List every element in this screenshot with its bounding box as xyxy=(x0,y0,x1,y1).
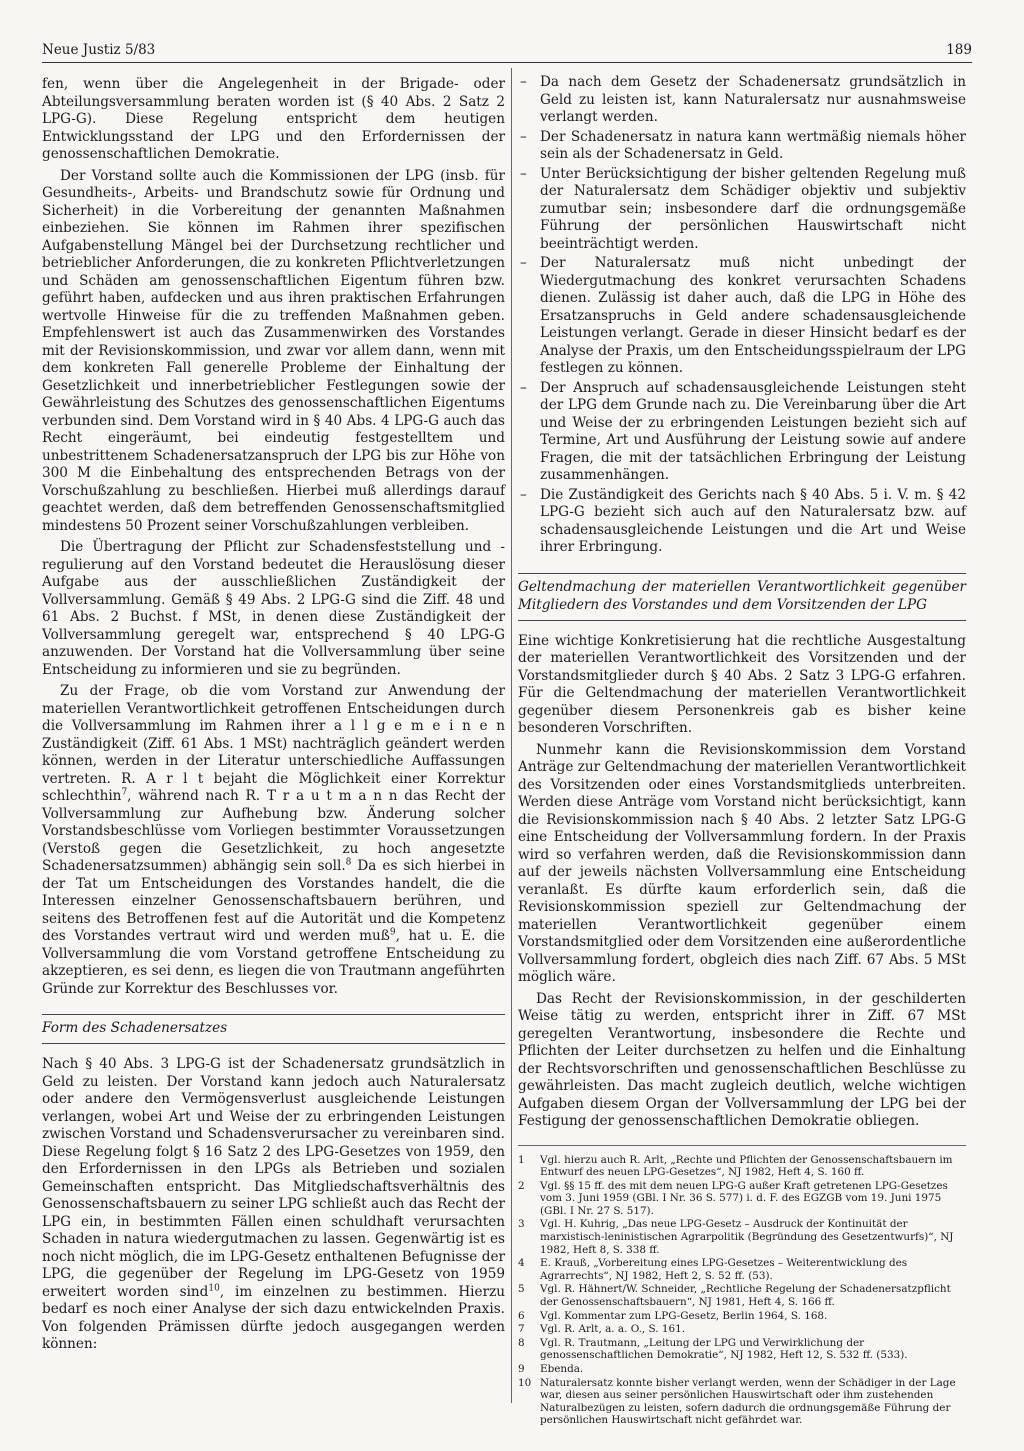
text: Nach § 40 Abs. 3 LPG-G ist der Schadenersatz grundsätzlich in Geld zu leisten. Der Vorstand kann jedoch auch Naturalersatz oder andere den Vermögensverlust ausgleichende Leistungen verlangen, wobei Art und Weise der zu erbringenden Leistungen zwischen Vorstand und Schadensverursacher zu vereinbaren sind. Diese Regelung folgt § 16 Satz 2 des LPG-Gesetzes von 1959, den den Erfordernissen in den LPGs als Betrieben und sozialen Gemeinschaften entspricht. Das Mitgliedschaftsverhältnis des Genossenschaftsbauern zu seiner LPG schließt auch das Recht der LPG ein, in bestimmten Fällen einen schuldhaft verursachten Schaden in natura wiedergutmachen zu lassen. Gegenwärtig ist es noch nicht möglich, die im LPG-Gesetz enthaltenen Befugnisse der LPG, die gegenüber der Regelung im LPG-Gesetz von 1959 erweitert worden sind xyxy=(42,1056,505,1300)
list-item: – Der Naturalersatz muß nicht unbedingt der Wiedergutmachung des konkret verursachten Schadens dienen. Zulässig ist daher auch, daß die LPG in Höhe des Ersatzanspruchs in Geld andere schadensausgleichende Leistungen verlangt. Gerade in dieser Hinsicht bedarf es der Analyse der Praxis, um den Entscheidungsspielraum der LPG festlegen zu können. xyxy=(518,255,966,378)
text: Zu der Frage, ob die vom Vorstand zur Anwendung der materiellen Verantwortlichkeit getroffenen Entscheidungen durch die Vollversammlung im Rahmen ihrer a l l g e m e i n e n Zuständigkeit (Ziff. 61 Abs. 1 MSt) nachträglich geändert werden können, werden in der Literatur unterschiedliche Auffassungen vertreten. R. A r l t bejaht die Möglichkeit einer Korrektur schlechthin xyxy=(42,683,505,804)
footnote-ref: 7 xyxy=(121,787,128,798)
list-item: – Unter Berücksichtigung der bisher geltenden Regelung muß der Naturalersatz dem Schädiger objektiv und subjektiv zumutbar sein; insbesondere darf die ordnungsgemäße Führung der persönlichen Hauswirtschaft nicht beeinträchtigt werden. xyxy=(518,166,966,254)
footnote-text: Vgl. §§ 15 ff. des mit dem neuen LPG-G außer Kraft getretenen LPG-Gesetzes vom 3. Juni 1959 (GBl. I Nr. 36 S. 577) i. d. F. des EGZGB vom 19. Juni 1975 (GBl. I Nr. 27 S. 517). xyxy=(540,1179,948,1217)
right-column xyxy=(518,74,966,1428)
text: , im einzelnen zu bestimmen. Hierzu bedarf es noch einer Analyse der sich dazu entwickelnden Praxis. Von folgenden Prämissen dürfte jedoch ausgegangen werden können: xyxy=(42,1283,505,1352)
footnote-number: 9 xyxy=(518,1363,525,1375)
footnotes xyxy=(518,1145,966,1427)
journal-issue: Neue Justiz 5/83 xyxy=(42,42,156,58)
footnote-number: 7 xyxy=(518,1323,525,1336)
footnote xyxy=(518,1310,966,1323)
footnote-text: Naturalersatz konnte bisher verlangt werden, wenn der Schädiger in der Lage war, diesen aus seiner persönlichen Hauswirtschaft oder ihm zustehenden Naturalbezügen zu leisten, sofern dadurch die ordnungsgemäße Führung der persönlichen Hauswirtschaft nicht gefährdet war. xyxy=(540,1376,956,1427)
list-item: – Der Schadenersatz in natura kann wertmäßig niemals höher sein als der Schadenersatz in Geld. xyxy=(518,129,966,164)
footnote-number: 3 xyxy=(518,1218,525,1231)
footnote-number: 2 xyxy=(518,1179,525,1192)
page-header xyxy=(42,42,972,64)
footnote-text: Ebenda. xyxy=(540,1363,584,1375)
paragraph: Der Vorstand sollte auch die Kommissionen der LPG (insb. für Gesundheits-, Arbeits- und Brandschutz sowie für Ordnung und Sicherheit) in die Vorbereitung der genannten Maßnahmen einbeziehen. Sie können im Rahmen ihrer spezifischen Aufgabenstellung Mängel bei der Durchsetzung rechtlicher und betrieblicher Anforderungen, die zu konkreten Pflichtverletzungen und Schäden am genossenschaftlichen Eigentum führen bzw. geführt haben, aufdecken und aus ihren praktischen Erfahrungen wertvolle Hinweise für die zu treffenden Maßnahmen geben. Empfehlenswert ist auch das Zusammenwirken des Vorstandes mit der Revisionskommission, und zwar vor allem dann, wenn mit dem konkreten Fall generelle Probleme der Einhaltung der Gesetzlichkeit und innerbetrieblicher Festlegungen sowie der Gewährleistung des Schutzes des genossenschaftlichen Eigentums verbunden sind. Dem Vorstand wird in § 40 Abs. 4 LPG-G auch das Recht eingeräumt, bei eindeutig festgestelltem und unbestrittenem Schadenersatzanspruch der LPG bis zur Höhe von 300 M die Einbehaltung des entsprechenden Betrags von der Vorschußzahlung zu beschließen. Hierbei muß allerdings darauf geachtet werden, daß dem betreffenden Genossenschaftsmitglied mindestens 50 Prozent seiner Vorschußzahlungen verbleiben. xyxy=(42,167,505,534)
paragraph: Eine wichtige Konkretisierung hat die rechtliche Ausgestaltung der materiellen Verantwortlichkeit des Vorsitzenden und der Vorstandsmitglieder durch § 40 Abs. 2 Satz 3 LPG-G erfahren. Für die Geltendmachung der materiellen Verantwortlichkeit gegenüber diesem Personenkreis gab es bisher keine besonderen Vorschriften. xyxy=(518,632,966,736)
header-rule xyxy=(42,62,972,63)
footnote xyxy=(518,1154,966,1179)
left-column xyxy=(42,76,505,1358)
footnote-number: 6 xyxy=(518,1309,525,1322)
footnote-ref: 8 xyxy=(345,857,352,868)
text: Da es sich hierbei in der Tat um Entscheidungen des Vorstandes handelt, die die Interessen einzelner Genossenschaftsbauern berühren, und seitens des Betroffenen fest auf die Autorität und die Kompetenz des Vorstandes vertraut wird und werden muß xyxy=(42,858,505,944)
paragraph: fen, wenn über die Angelegenheit in der Brigade- oder Abteilungsversammlung beraten worden ist (§ 40 Abs. 2 Satz 2 LPG-G). Diese Regelung entspricht dem heutigen Entwicklungsstand der LPG und den Erfordernissen der genossenschaftlichen Demokratie. xyxy=(42,76,505,162)
footnote xyxy=(518,1337,966,1362)
text: , während nach R. T r a u t m a n n das Recht der Vollversammlung zur Aufhebung bzw. Änderung solcher Vorstandsbeschlüsse vom Vorliegen bestimmter Voraussetzungen (Verstoß gegen die Gesetzlichkeit, zu hoch angesetzte Schadenersatzsummen) abhängig sein soll. xyxy=(42,788,505,874)
paragraph: Nunmehr kann die Revisionskommission dem Vorstand Anträge zur Geltendmachung der materiellen Verantwortlichkeit des Vorsitzenden oder eines Vorstandsmitglieds unterbreiten. Werden diese Anträge vom Vorstand nicht berücksichtigt, kann die Revisionskommission nach § 40 Abs. 2 letzter Satz LPG-G eine Entscheidung der Vollversammlung fordern. In der Praxis wird so verfahren werden, daß die Revisionskommission dann auf der jeweils nächsten Vollversammlung eine Entscheidung veranlaßt. Es dürfte kaum erforderlich sein, daß die Revisionskommission speziell zur Geltendmachung der materiellen Verantwortlichkeit gegenüber einem Vorstandsmitglied oder dem Vorsitzenden eine außerordentliche Vollversammlung fordert, obgleich dies nach Ziff. 67 Abs. 5 MSt möglich wäre. xyxy=(518,741,966,985)
footnote-ref: 10 xyxy=(208,1282,220,1293)
footnote-text: E. Krauß, „Vorbereitung eines LPG-Gesetzes – Weiterentwicklung des Agrarrechts“, NJ 1982, Heft 2, S. 52 ff. (53). xyxy=(540,1257,908,1282)
footnote-number: 1 xyxy=(518,1153,525,1166)
footnote-text: Vgl. Kommentar zum LPG-Gesetz, Berlin 1964, S. 168. xyxy=(540,1309,828,1322)
section-heading: Form des Schadenersatzes xyxy=(42,1014,505,1044)
list-item: – Der Anspruch auf schadensausgleichende Leistungen steht der LPG dem Grunde nach zu. Die Vereinbarung über die Art und Weise der zu erbringenden Leistungen bezieht sich auf Termine, Art und Ausführung der Leistung sowie auf andere Fragen, die mit der tatsächlichen Erbringung der Leistung zusammenhängen. xyxy=(518,380,966,485)
paragraph: Die Übertragung der Pflicht zur Schadensfeststellung und -regulierung auf den Vorstand bedeutet die Herauslösung dieser Aufgabe aus der ausschließlichen Zuständigkeit der Vollversammlung. Gemäß § 49 Abs. 2 LPG-G sind die Ziff. 48 und 61 Abs. 2 Buchst. f MSt, in denen diese Zuständigkeit der Vollversammlung geregelt war, entsprechend § 40 LPG-G anzuwenden. Der Vorstand hat die Vollversammlung über seine Entscheidung zu informieren und sie zu begründen. xyxy=(42,539,505,678)
paragraph xyxy=(42,683,505,998)
footnote xyxy=(518,1257,966,1282)
paragraph: Das Recht der Revisionskommission, in der geschilderten Weise tätig zu werden, entspricht ihrer in Ziff. 67 MSt geregelten Verantwortung, insbesondere die Rechte und Pflichten der Leiter durchsetzen zu helfen und die Einhaltung der Rechtsvorschriften und genossenschaftlichen Beschlüsse zu gewährleisten. Das macht zugleich deutlich, welche wichtigen Aufgaben diesem Organ der Vollversammlung der LPG bei der Festigung der genossenschaftlichen Demokratie obliegen. xyxy=(518,990,966,1129)
paragraph xyxy=(42,1056,505,1354)
list-item: – Da nach dem Gesetz der Schadenersatz grundsätzlich in Geld zu leisten ist, kann Naturalersatz nur ausnahmsweise verlangt werden. xyxy=(518,74,966,127)
footnote-text: Vgl. H. Kuhrig, „Das neue LPG-Gesetz – Ausdruck der Kontinuität der marxistisch-leninistischen Agrarpolitik (Begründung des Gesetzentwurfs)“, NJ 1982, Heft 8, S. 338 ff. xyxy=(540,1218,954,1256)
footnote xyxy=(518,1323,966,1336)
footnote xyxy=(518,1218,966,1256)
footnote-text: Vgl. hierzu auch R. Arlt, „Rechte und Pflichten der Genossenschaftsbauern im Entwurf des neuen LPG-Gesetzes“, NJ 1982, Heft 4, S. 160 ff. xyxy=(540,1153,953,1179)
footnote-text: Vgl. R. Arlt, a. a. O., S. 161. xyxy=(540,1323,685,1336)
footnote-number: 4 xyxy=(518,1257,525,1270)
text: , hat u. E. die Vollversammlung die vom Vorstand getroffene Entscheidung zu akzeptieren, es sei denn, es liegen die von Trautmann angeführten Gründe zur Korrektur des Beschlusses vor. xyxy=(42,928,505,997)
footnote-number: 5 xyxy=(518,1283,525,1296)
column-divider xyxy=(511,68,512,1403)
footnote-number: 10 xyxy=(518,1376,532,1389)
footnote-ref: 9 xyxy=(389,927,396,938)
footnote xyxy=(518,1363,966,1376)
footnote xyxy=(518,1180,966,1218)
footnote-text: Vgl. R. Trautmann, „Leitung der LPG und Verwirklichung der genossenschaftlichen Demokratie“, NJ 1982, Heft 12, S. 532 ff. (533). xyxy=(540,1336,908,1362)
footnote xyxy=(518,1377,966,1427)
premise-list xyxy=(518,74,966,557)
section-heading: Geltendmachung der materiellen Verantwortlichkeit gegenüber Mitgliedern des Vorstandes und dem Vorsitzenden der LPG xyxy=(518,573,966,621)
footnote xyxy=(518,1283,966,1308)
list-item: – Die Zuständigkeit des Gerichts nach § 40 Abs. 5 i. V. m. § 42 LPG-G bezieht sich auch auf den Naturalersatz bzw. auf schadensausgleichende Leistungen und die Art und Weise ihrer Erbringung. xyxy=(518,487,966,557)
footnote-text: Vgl. R. Hähnert/W. Schneider, „Rechtliche Regelung der Schadenersatzpflicht der Genossenschaftsbauern“, NJ 1981, Heft 4, S. 166 ff. xyxy=(540,1283,951,1309)
page-number: 189 xyxy=(946,42,972,58)
footnote-number: 8 xyxy=(518,1336,525,1349)
